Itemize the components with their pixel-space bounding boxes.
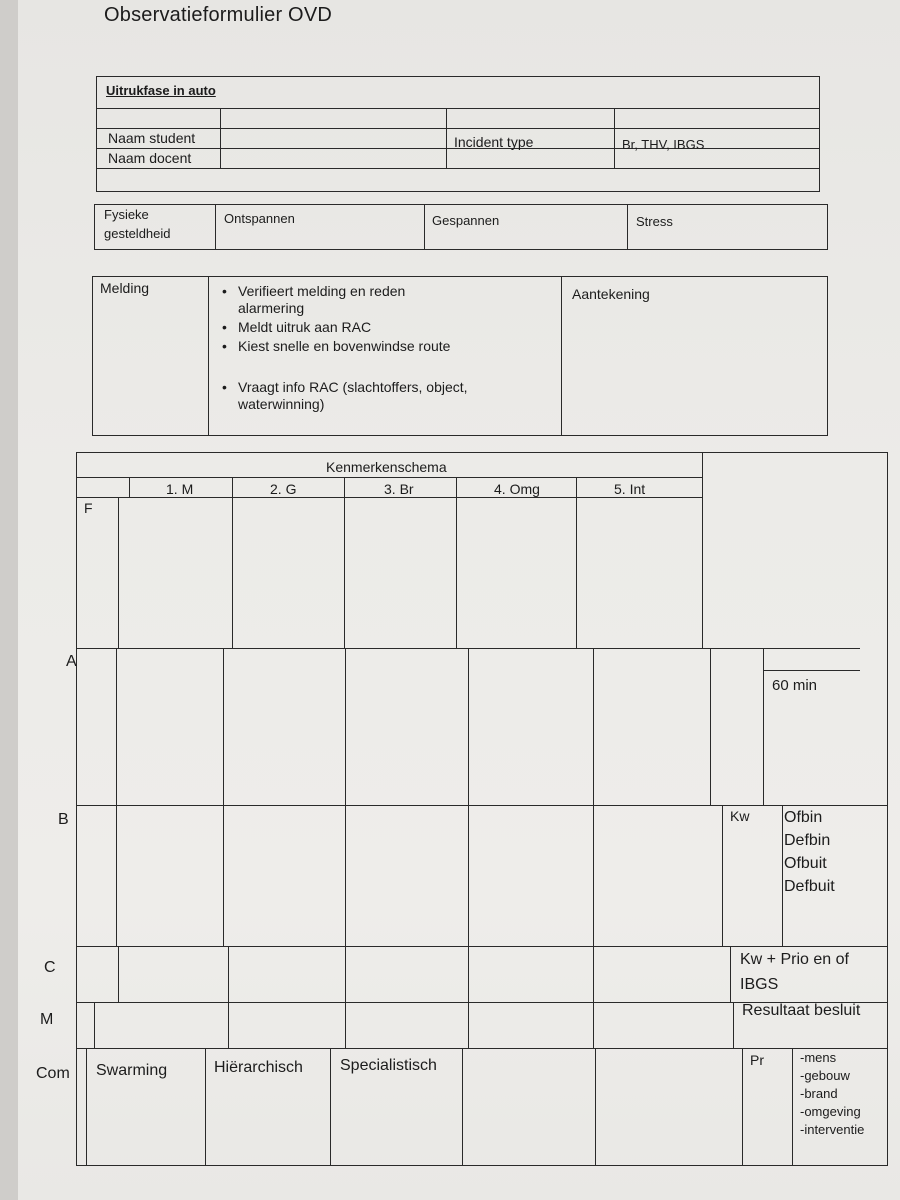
incident-type-value: Br, THV, IBGS [622, 137, 705, 152]
naam-student-label: Naam student [108, 130, 196, 146]
side-kw-items: Ofbin Defbin Ofbuit Defbuit [784, 809, 835, 895]
side-c-line1: Kw + Prio en of [740, 951, 849, 968]
bullet-icon: • [222, 319, 227, 335]
melding-label: Melding [100, 280, 150, 296]
fysieke-label-line2: gesteldheid [104, 226, 171, 241]
side-c-line2: IBGS [740, 976, 779, 993]
bullet-icon: • [222, 283, 227, 299]
row-label-m: M [40, 1011, 54, 1028]
option-ontspannen: Ontspannen [224, 211, 295, 226]
side-resultaat-besluit: Resultaat besluit [742, 1002, 861, 1019]
row-label-com: Com [36, 1065, 70, 1082]
bullet-icon: • [222, 379, 227, 395]
side-pr: Pr [750, 1052, 764, 1068]
incident-type-label: Incident type [454, 134, 534, 150]
aantekening-label: Aantekening [572, 286, 650, 302]
row-label-f: F [84, 500, 93, 516]
column-header-omg: 4. Omg [494, 481, 540, 497]
com-hierarchisch: Hiërarchisch [214, 1059, 303, 1076]
schema-title: Kenmerkenschema [326, 459, 447, 475]
row-label-b: B [58, 811, 69, 828]
row-label-c: C [44, 959, 56, 976]
column-header-int: 5. Int [614, 481, 646, 497]
naam-docent-label: Naam docent [108, 150, 192, 166]
com-swarming: Swarming [96, 1062, 168, 1079]
column-header-g: 2. G [270, 481, 297, 497]
column-header-br: 3. Br [384, 481, 414, 497]
row-label-a: A [66, 653, 77, 670]
column-header-m: 1. M [166, 481, 194, 497]
com-specialistisch: Specialistisch [340, 1057, 437, 1074]
side-60-min: 60 min [772, 677, 818, 694]
option-gespannen: Gespannen [432, 213, 500, 228]
fysieke-label-line1: Fysieke [104, 207, 149, 222]
form-title: Observatieformulier OVD [104, 4, 332, 26]
side-pr-items: -mens -gebouw -brand -omgeving -interventie [800, 1050, 865, 1137]
uitrukfase-header: Uitrukfase in auto [106, 83, 216, 98]
option-stress: Stress [636, 214, 673, 229]
bullet-icon: • [222, 338, 227, 354]
kenmerkenschema-table [76, 452, 888, 1166]
side-kw: Kw [730, 808, 750, 824]
